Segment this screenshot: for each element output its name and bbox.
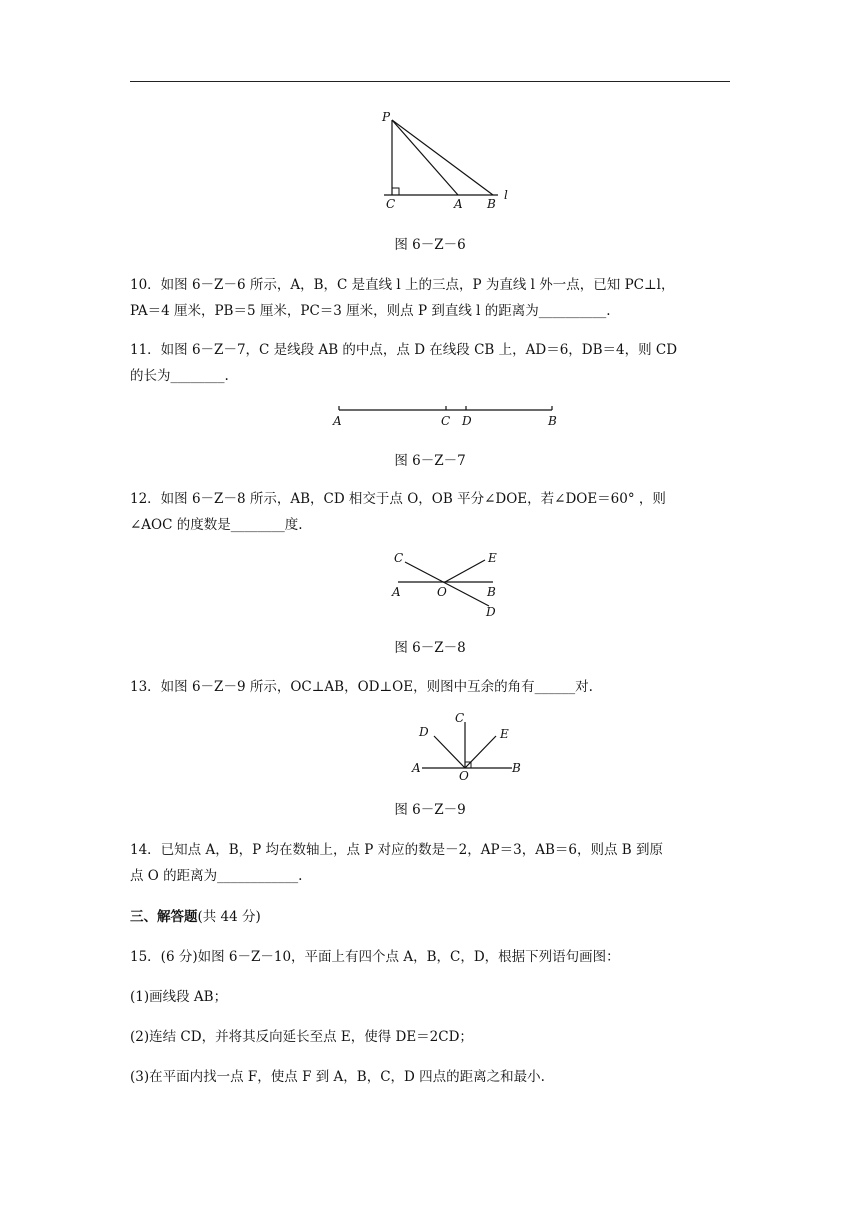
ray-oe bbox=[465, 736, 496, 768]
figure-6-z-8 bbox=[385, 545, 515, 620]
right-angle-mark bbox=[392, 188, 399, 195]
label-a: A bbox=[333, 414, 342, 428]
q15-step1: (1)画线段 AB； bbox=[130, 989, 228, 1005]
q11-line2: 的长为________. bbox=[130, 368, 229, 384]
label-o: O bbox=[459, 769, 469, 783]
label-a: A bbox=[392, 585, 401, 599]
figure-6-z-6 bbox=[370, 108, 530, 218]
question-10 bbox=[130, 272, 730, 324]
q12-line1: 12．如图 6－Z－8 所示，AB，CD 相交于点 O，OB 平分∠DOE，若∠DOE＝60° ，则 bbox=[130, 491, 666, 507]
label-c: C bbox=[386, 197, 396, 211]
label-b: B bbox=[548, 414, 557, 428]
section-3-heading bbox=[130, 904, 261, 930]
ray-od bbox=[434, 736, 465, 768]
question-14 bbox=[130, 837, 730, 889]
section-3-score: (共 44 分) bbox=[197, 909, 261, 925]
label-c: C bbox=[455, 711, 465, 725]
section-3-title: 三、解答题 bbox=[130, 909, 198, 925]
label-a: A bbox=[412, 761, 421, 775]
segment-pb bbox=[392, 120, 493, 195]
label-e: E bbox=[500, 727, 509, 741]
q15-step2: (2)连结 CD，并将其反向延长至点 E，使得 DE＝2CD； bbox=[130, 1029, 473, 1045]
q15-line1: 15．(6 分)如图 6－Z－10，平面上有四个点 A，B，C，D，根据下列语句画图： bbox=[130, 949, 620, 965]
ray-oe bbox=[445, 560, 485, 582]
question-15 bbox=[130, 944, 730, 1090]
label-e: E bbox=[488, 551, 497, 565]
segment-pa bbox=[392, 120, 458, 195]
label-c: C bbox=[441, 414, 451, 428]
q10-line2: PA＝4 厘米，PB＝5 厘米，PC＝3 厘米，则点 P 到直线 l 的距离为__________. bbox=[130, 303, 611, 319]
caption-fig-8: 图 6－Z－8 bbox=[394, 640, 466, 656]
label-l: l bbox=[504, 188, 508, 202]
q10-line1: 10．如图 6－Z－6 所示，A，B，C 是直线 l 上的三点，P 为直线 l 外一点，已知 PC⊥l， bbox=[130, 277, 675, 293]
q15-step3: (3)在平面内找一点 F，使点 F 到 A，B，C，D 四点的距离之和最小. bbox=[130, 1069, 545, 1085]
question-12 bbox=[130, 486, 730, 538]
caption-fig-6: 图 6－Z－6 bbox=[394, 237, 466, 253]
q11-line1: 11．如图 6－Z－7，C 是线段 AB 的中点，点 D 在线段 CB 上，AD＝6，DB＝4，则 CD bbox=[130, 342, 678, 358]
figure-6-z-7 bbox=[330, 400, 570, 432]
label-b: B bbox=[487, 585, 496, 599]
label-d: D bbox=[462, 414, 472, 428]
q12-line2: ∠AOC 的度数是________度. bbox=[130, 517, 303, 533]
label-p: P bbox=[382, 110, 391, 124]
label-b: B bbox=[512, 761, 521, 775]
question-13 bbox=[130, 674, 730, 700]
q14-line1: 14．已知点 A，B，P 均在数轴上，点 P 对应的数是－2，AP＝3，AB＝6，则点 B 到原 bbox=[130, 842, 663, 858]
caption-fig-7: 图 6－Z－7 bbox=[394, 453, 466, 469]
label-b: B bbox=[487, 197, 496, 211]
label-a: A bbox=[454, 197, 463, 211]
label-c: C bbox=[394, 551, 404, 565]
label-d: D bbox=[419, 725, 429, 739]
question-11 bbox=[130, 337, 730, 389]
q14-line2: 点 O 的距离为____________. bbox=[130, 868, 303, 884]
label-d: D bbox=[486, 605, 496, 619]
caption-fig-9: 图 6－Z－9 bbox=[394, 802, 466, 818]
line-cd bbox=[405, 562, 489, 606]
label-o: O bbox=[437, 585, 447, 599]
figure-6-z-9 bbox=[408, 708, 528, 783]
header-rule bbox=[130, 81, 730, 82]
q13-line1: 13．如图 6－Z－9 所示，OC⊥AB，OD⊥OE，则图中互余的角有______对. bbox=[130, 679, 593, 695]
